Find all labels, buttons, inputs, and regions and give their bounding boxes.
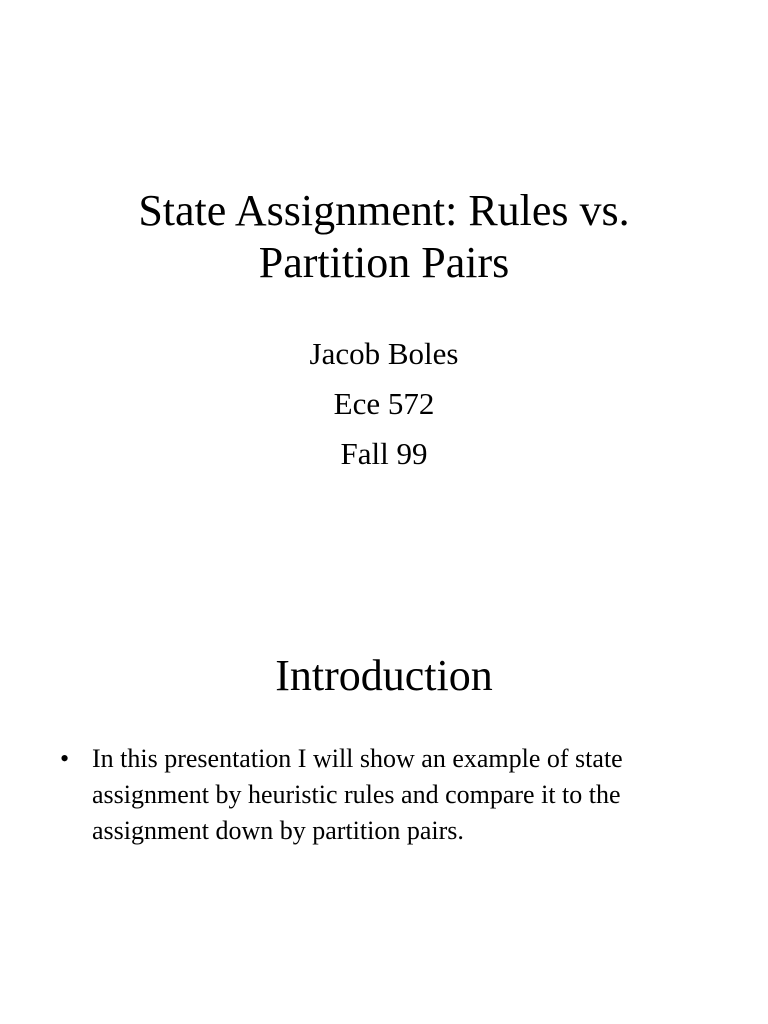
introduction-title: Introduction <box>275 651 493 700</box>
bullet-item <box>60 741 710 849</box>
slide-title <box>0 185 768 289</box>
slide-title-line-1: State Assignment: Rules vs. <box>138 186 630 235</box>
bullet-list <box>60 741 710 849</box>
subtitle-block <box>0 329 768 479</box>
slide-title-line-2: Partition Pairs <box>258 238 510 287</box>
course-code: Ece 572 <box>333 386 435 421</box>
term-label: Fall 99 <box>340 436 428 471</box>
introduction-slide <box>0 512 768 1024</box>
author-name: Jacob Boles <box>309 336 459 371</box>
bullet-text: In this presentation I will show an example of state assignment by heuristic rules and compare it to the assignment down by partition pairs. <box>92 744 623 845</box>
bullet-icon: • <box>60 744 70 773</box>
